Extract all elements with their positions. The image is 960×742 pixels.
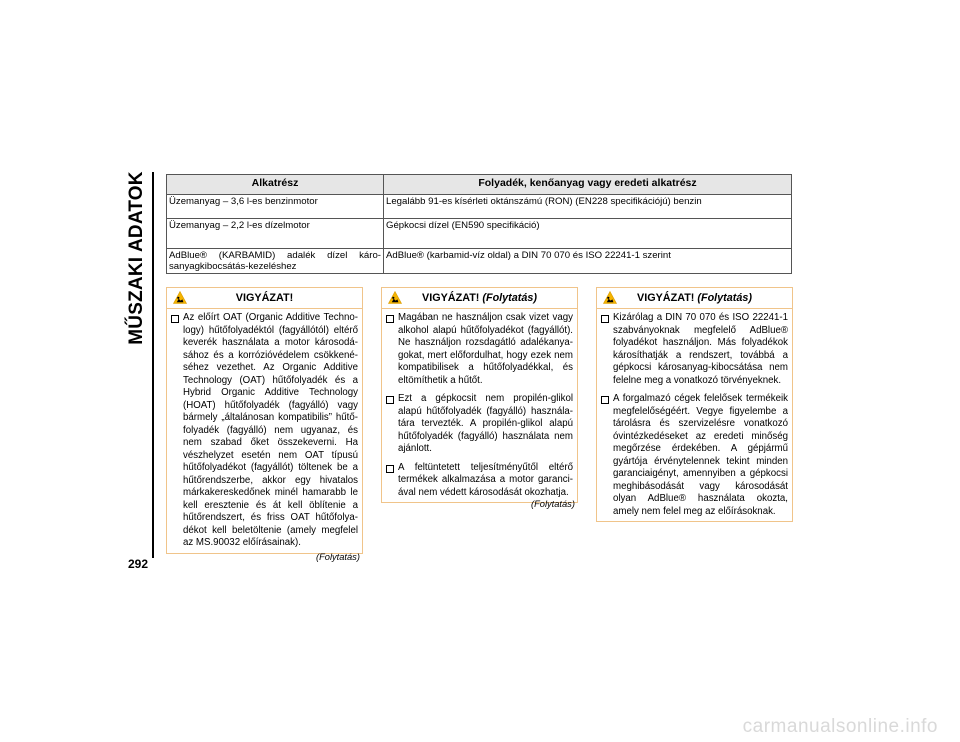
warning-title: VIGYÁZAT!: [637, 292, 695, 304]
list-item: [386, 312, 573, 387]
warning-body: [167, 309, 362, 553]
warning-text: Kizárólag a DIN 70 070 és ISO 22241-1 szabványoknak megfelelő AdBlue® folyadékot használjon. Más folyadékok károsíthatják a rendszert, továbbá a gépkocsi károsanyag-kibocsátása nem felelne meg a vonatkozó törvényeknek.: [613, 312, 788, 386]
warning-box-2: [381, 287, 578, 503]
square-bullet-icon: [601, 315, 609, 323]
square-bullet-icon: [386, 396, 394, 404]
warning-header: [597, 288, 792, 309]
square-bullet-icon: [386, 315, 394, 323]
warning-body: [597, 309, 792, 521]
warning-header: [382, 288, 577, 309]
table-row: [167, 249, 792, 274]
warning-text: Magában ne használjon csak vizet vagy alkohol alapú hűtőfolyadékot (fagyállót). Ne használjon rozsdagátló adalékanya-gokat, mert előfordulhat, hogy ezek nem kompatibilisek a hűtőfolyadékkal, és eltömíthetik a hűtőt.: [398, 312, 573, 386]
table-row: [167, 195, 792, 219]
table-cell: AdBlue® (KARBAMID) adalék dízel káro-sanyagkibocsátás-kezeléshez: [167, 249, 384, 274]
spec-table-header: [167, 175, 792, 195]
warning-icon: [388, 291, 402, 304]
section-title: MŰSZAKI ADATOK: [126, 171, 147, 345]
warning-continued-label: (Folytatás): [697, 292, 752, 304]
square-bullet-icon: [601, 396, 609, 404]
warning-text: Ezt a gépkocsit nem propilén-glikol alapú hűtőfolyadék (fagyálló) használa-tára tervezték. A propilén-glikol alapú hűtőfolyadék (fagyálló) használata nem ajánlott.: [398, 393, 573, 454]
warning-title: VIGYÁZAT!: [422, 292, 480, 304]
list-item: [601, 312, 788, 387]
list-item: [386, 462, 573, 500]
list-item: [386, 393, 573, 456]
warning-box-1: [166, 287, 363, 554]
table-cell: Üzemanyag – 2,2 l-es dízelmotor: [167, 219, 384, 249]
warning-text: Az előírt OAT (Organic Additive Techno-logy) hűtőfolyadéktól (fagyállótól) eltérő keverék használata a motor károsodá-sához és a korrózióvédelem csökkené-séhez vezethet. Az Organic Additive Technology (OAT) hűtőfolyadék és a Hybrid Organic Additive Technology (HOAT) hűtőfolyadék (fagyálló) vagy bármely „általánosan kompatibilis” hűtő-folyadék (fagyálló) nem ugyanaz, és nem szabad őket összekeverni. Ha vészhelyzet esetén nem OAT típusú hűtőfolyadékot (fagyállót) töltenek be a hűtőrendszerbe, akkor egy hivatalos márkakereskedőnek minél hamarabb le kell eresztenie és át kell öblítenie a hűtőrendszert, és friss OAT hűtőfolya-dékot kell beletöltenie (amely megfelel az MS.90032 előírásainak).: [183, 312, 358, 548]
continued-note: (Folytatás): [531, 499, 575, 509]
watermark: carmanualsonline.info: [742, 716, 938, 737]
table-cell: AdBlue® (karbamid-víz oldal) a DIN 70 070 és ISO 22241-1 szerint: [384, 249, 792, 274]
warning-continued-label: (Folytatás): [482, 292, 537, 304]
warning-body: [382, 309, 577, 502]
section-divider-line: [152, 172, 154, 558]
square-bullet-icon: [171, 315, 179, 323]
table-cell: Legalább 91-es kísérleti oktánszámú (RON) (EN228 specifikációjú) benzin: [384, 195, 792, 219]
warning-icon: [173, 291, 187, 304]
spec-table: [166, 174, 792, 274]
spec-header-fluid: Folyadék, kenőanyag vagy eredeti alkatrész: [384, 175, 792, 195]
page-number: 292: [128, 557, 149, 571]
continued-note: (Folytatás): [316, 552, 360, 562]
warning-text: A forgalmazó cégek felelősek termékeik megfelelőségéért. Vegye figyelembe a tárolásra és szervizelésre vonatkozó óvintézkedéseket az eredeti minőség megőrzése érdekében. A gépjármű gyártója érvénytelennek tekint minden garanciaigényt, amennyiben a gépkocsi meghibásodását vagy károsodását olyan AdBlue® használata okozta, amely nem felel meg az előírásoknak.: [613, 393, 788, 517]
warning-box-3: [596, 287, 793, 522]
warning-icon: [603, 291, 617, 304]
warning-header: [167, 288, 362, 309]
square-bullet-icon: [386, 465, 394, 473]
warning-text: A feltüntetett teljesítményűtől eltérő termékek alkalmazása a motor garanci-ával nem védett károsodását okozhatja.: [398, 461, 573, 498]
table-cell: Gépkocsi dízel (EN590 specifikáció): [384, 219, 792, 249]
warning-title: VIGYÁZAT!: [235, 292, 294, 304]
list-item: [601, 393, 788, 518]
spec-header-component: Alkatrész: [167, 175, 384, 195]
list-item: [171, 312, 358, 550]
table-row: [167, 219, 792, 249]
table-cell: Üzemanyag – 3,6 l-es benzinmotor: [167, 195, 384, 219]
